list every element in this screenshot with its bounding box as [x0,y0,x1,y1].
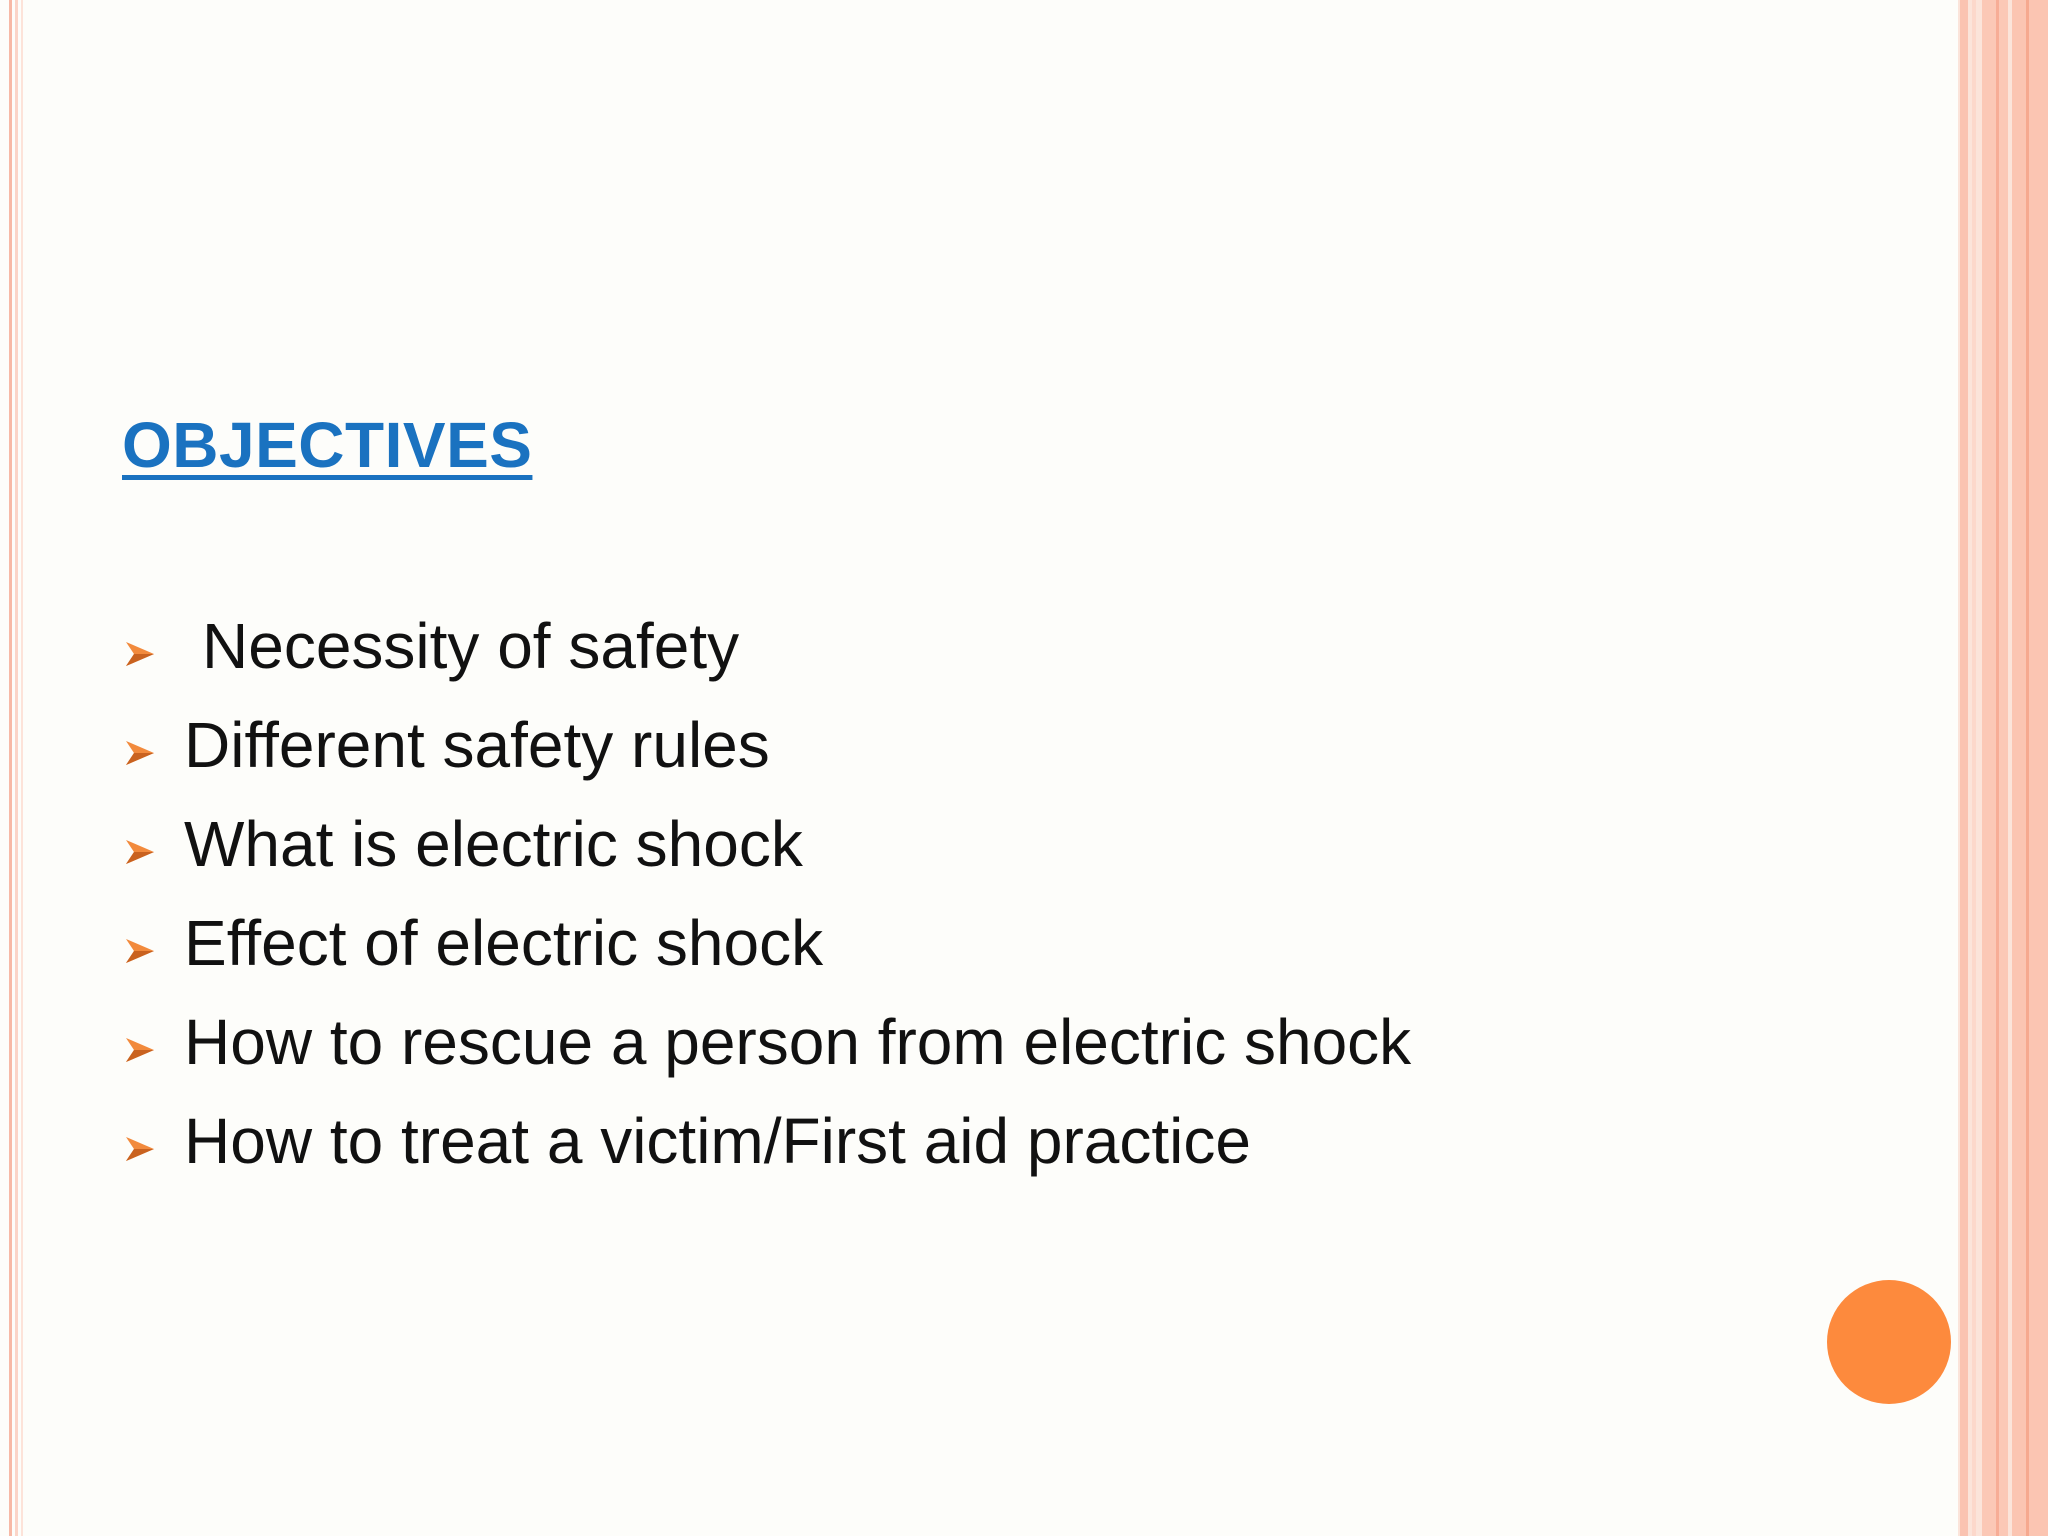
left-border-line [9,0,12,1536]
right-border-line [2012,0,2048,1536]
list-item [122,794,1411,893]
right-border-line [2026,0,2029,1536]
orange-circle-decoration [1827,1280,1951,1404]
list-item-text: How to treat a victim/First aid practice [184,1104,1251,1177]
slide-title: OBJECTIVES [122,409,533,481]
arrow-right-icon [122,1032,158,1068]
list-item [122,992,1411,1091]
arrow-right-icon [122,834,158,870]
list-item [122,1091,1411,1190]
arrow-right-icon [122,933,158,969]
list-item [122,893,1411,992]
list-item [122,596,1411,695]
left-border-line [21,0,23,1536]
right-border-line [1972,0,1976,1536]
arrow-right-icon [122,735,158,771]
list-item [122,695,1411,794]
left-border-line [15,0,18,1536]
list-item-text: Different safety rules [184,708,770,781]
list-item-text: How to rescue a person from electric shock [184,1005,1412,1078]
objectives-list [122,596,1411,1190]
arrow-right-icon [122,636,158,672]
list-item-text: Effect of electric shock [184,906,824,979]
right-border-line [1960,0,1968,1536]
right-border-line [1982,0,2008,1536]
right-border-line [1996,0,1999,1536]
list-item-text: Necessity of safety [202,609,740,682]
arrow-right-icon [122,1131,158,1167]
list-item-text: What is electric shock [184,807,803,880]
